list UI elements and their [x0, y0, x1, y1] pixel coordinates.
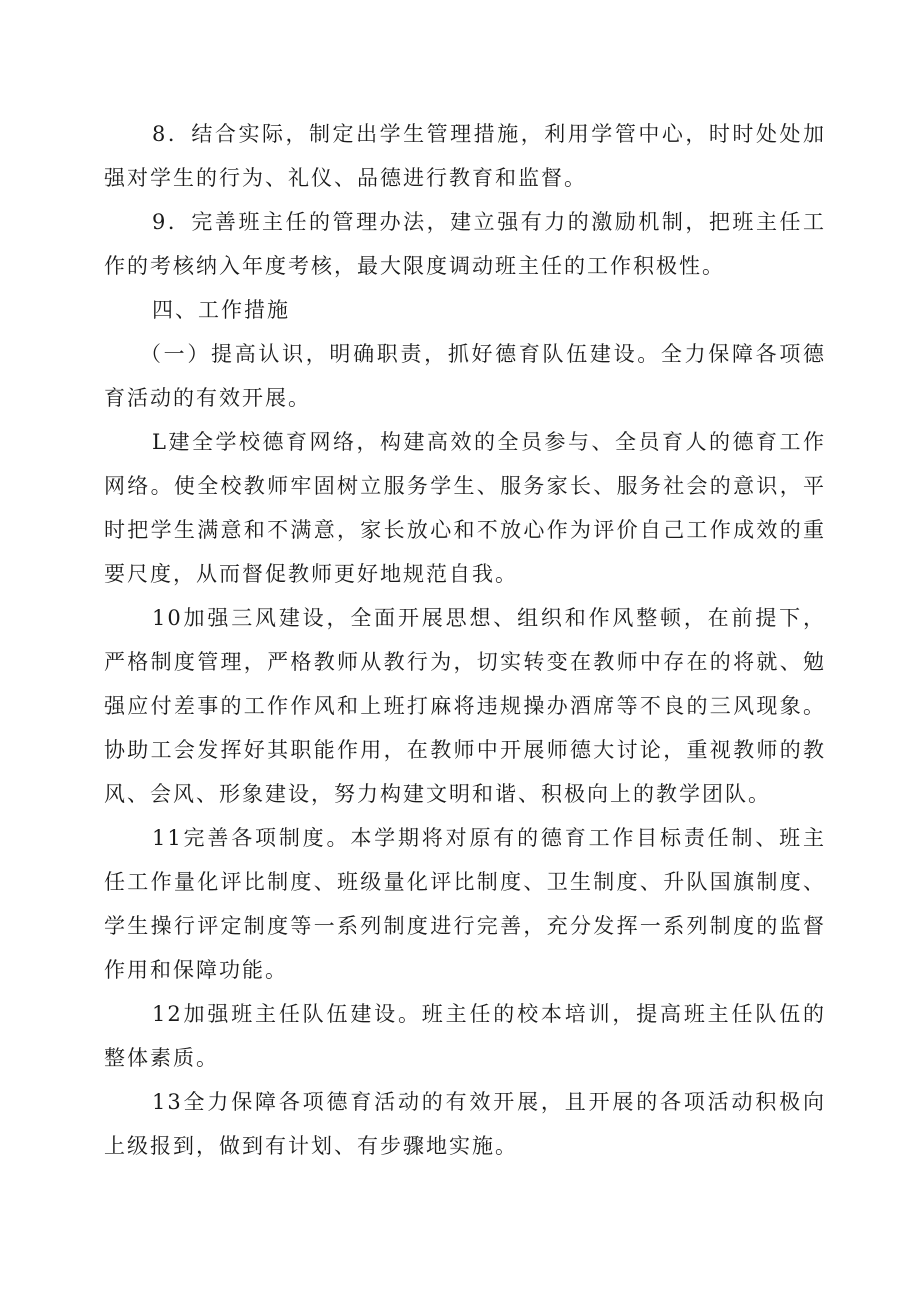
paragraph-item-8: 8．结合实际，制定出学生管理措施，利用学管中心，时时处处加强对学生的行为、礼仪、品德进行教育和监督。 [104, 122, 826, 190]
paragraph-item-12: 12加强班主任队伍建设。班主任的校本培训，提高班主任队伍的整体素质。 [104, 1002, 826, 1070]
paragraph-item-L: L建全学校德育网络，构建高效的全员参与、全员育人的德育工作网络。使全校教师牢固树立服务学生、服务家长、服务社会的意识，平时把学生满意和不满意，家长放心和不放心作为评价自己工作成效的重要尺度，从而督促教师更好地规范自我。 [104, 430, 826, 586]
document-body [104, 112, 826, 1168]
paragraph-item-11: 11完善各项制度。本学期将对原有的德育工作目标责任制、班主任工作量化评比制度、班级量化评比制度、卫生制度、升队国旗制度、学生操行评定制度等一系列制度进行完善，充分发挥一系列制度的监督作用和保障功能。 [104, 826, 826, 982]
section-heading-work-measures: 四、工作措施 [152, 298, 290, 322]
paragraph-item-10: 10加强三风建设，全面开展思想、组织和作风整顿，在前提下，严格制度管理，严格教师从教行为，切实转变在教师中存在的将就、勉强应付差事的工作作风和上班打麻将违规操办酒席等不良的三风现象。协助工会发挥好其职能作用，在教师中开展师德大讨论，重视教师的教风、会风、形象建设，努力构建文明和谐、积极向上的教学团队。 [104, 606, 826, 806]
paragraph-item-9: 9．完善班主任的管理办法，建立强有力的激励机制，把班主任工作的考核纳入年度考核，最大限度调动班主任的工作积极性。 [104, 210, 826, 278]
paragraph-item-13: 13全力保障各项德育活动的有效开展，且开展的各项活动积极向上级报到，做到有计划、有步骤地实施。 [104, 1090, 826, 1158]
subsection-heading-1: （一）提高认识，明确职责，抓好德育队伍建设。全力保障各项德育活动的有效开展。 [104, 342, 826, 410]
